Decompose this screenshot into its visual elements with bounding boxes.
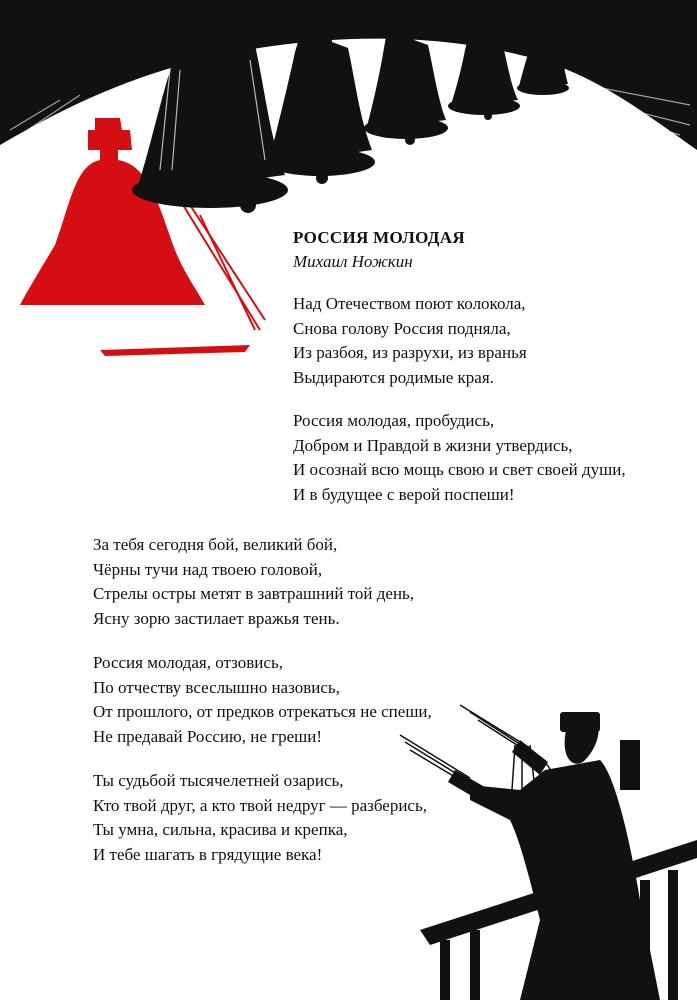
verse-line: Ты судьбой тысячелетней озарись, xyxy=(93,771,344,790)
black-bell-3 xyxy=(364,25,448,145)
verse-line: Кто твой друг, а кто твой недруг — разберись, xyxy=(93,795,427,815)
verse-line: Из разбоя, из разрухи, из вранья xyxy=(293,343,527,362)
stanza-4 xyxy=(93,651,432,749)
verse-line: Добром и Правдой в жизни утвердись, xyxy=(293,435,573,455)
verse-line: Ты умна, сильна, красива и крепка, xyxy=(93,820,348,839)
verse-line: По отчеству всеслышно назовись, xyxy=(93,677,340,697)
verse-line: И в будущее с верой поспеши! xyxy=(293,484,515,504)
poem-header xyxy=(293,226,465,274)
verse-line: Над Отечеством поют колокола, xyxy=(293,294,526,313)
verse-line: Ясну зорю застилает вражья тень. xyxy=(93,608,340,628)
verse-line: От прошлого, от предков отрекаться не спеши, xyxy=(93,702,432,721)
verse-line: Снова голову Россия подняла, xyxy=(293,318,511,338)
verse-line: Россия молодая, отзовись, xyxy=(93,653,283,672)
verse-line: Не предавай Россию, не греши! xyxy=(93,726,322,746)
verse-line: И осознай всю мощь свою и свет своей души, xyxy=(293,460,626,479)
poem-author: Михаил Ножкин xyxy=(293,252,413,271)
stanza-3 xyxy=(93,533,414,631)
verse-line: Чёрны тучи над твоею головой, xyxy=(93,559,323,579)
verse-line: Россия молодая, пробудись, xyxy=(293,411,495,430)
verse-line: Выдираются родимые края. xyxy=(293,367,494,387)
black-bell-2 xyxy=(265,25,375,184)
stanza-5 xyxy=(93,769,427,867)
verse-line: За тебя сегодня бой, великий бой, xyxy=(93,535,338,554)
stanza-2 xyxy=(293,409,626,507)
poem-title: РОССИЯ МОЛОДАЯ xyxy=(293,228,465,247)
stanza-1 xyxy=(293,292,527,390)
verse-line: И тебе шагать в грядущие века! xyxy=(93,844,323,864)
verse-line: Стрелы остры метят в завтрашний той день, xyxy=(93,584,415,603)
